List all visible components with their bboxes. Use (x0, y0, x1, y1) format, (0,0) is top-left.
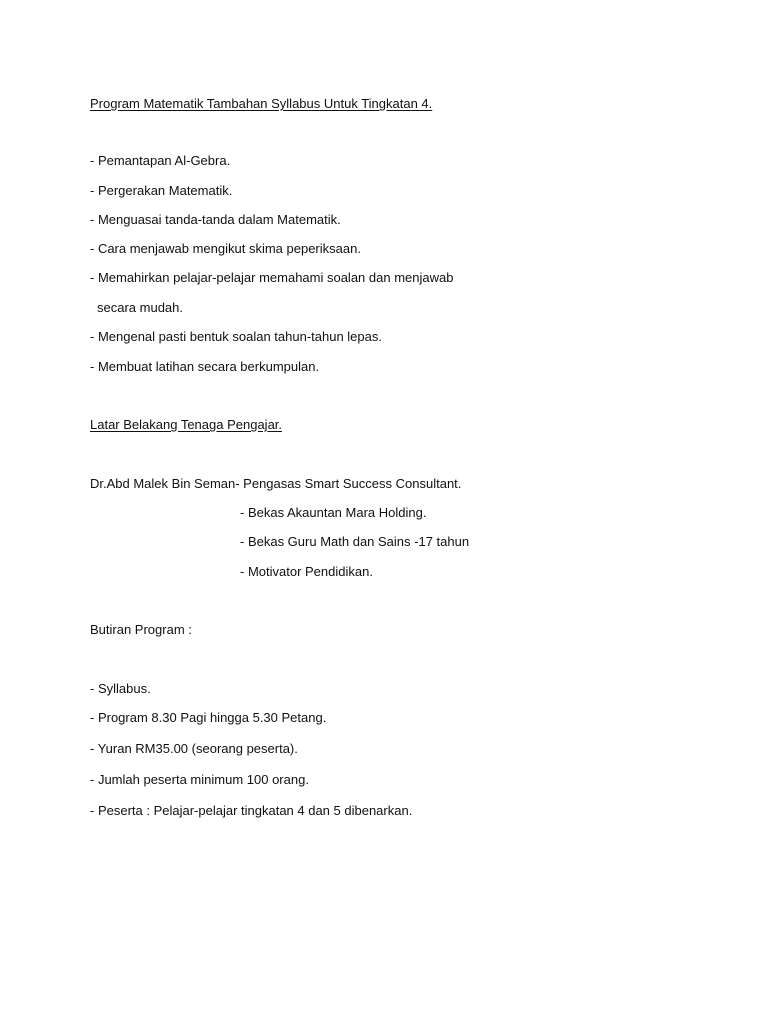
list-item: - Membuat latihan secara berkumpulan. (90, 359, 320, 374)
list-item: - Jumlah peserta minimum 100 orang. (90, 772, 309, 787)
instructor-detail: - Motivator Pendidikan. (240, 564, 373, 579)
list-item: - Memahirkan pelajar-pelajar memahami soalan dan menjawab (90, 270, 454, 285)
instructor-lead: Dr.Abd Malek Bin Seman- Pengasas Smart Success Consultant. (90, 476, 462, 491)
list-item: - Syllabus. (90, 681, 151, 696)
list-item-continuation: secara mudah. (97, 300, 183, 315)
instructor-detail: - Bekas Akauntan Mara Holding. (240, 505, 427, 520)
list-item: - Program 8.30 Pagi hingga 5.30 Petang. (90, 710, 327, 725)
instructor-detail: - Bekas Guru Math dan Sains -17 tahun (240, 534, 470, 549)
section-heading-details: Butiran Program : (90, 622, 192, 637)
list-item: - Mengenal pasti bentuk soalan tahun-tahun lepas. (90, 329, 382, 344)
list-item: - Peserta : Pelajar-pelajar tingkatan 4 dan 5 dibenarkan. (90, 803, 413, 818)
section-heading-background: Latar Belakang Tenaga Pengajar. (90, 417, 283, 432)
section-heading-program: Program Matematik Tambahan Syllabus Untuk Tingkatan 4. (90, 96, 433, 111)
list-item: - Yuran RM35.00 (seorang peserta). (90, 741, 298, 756)
list-item: - Menguasai tanda-tanda dalam Matematik. (90, 212, 341, 227)
list-item: - Cara menjawab mengikut skima peperiksaan. (90, 241, 361, 256)
list-item: - Pemantapan Al-Gebra. (90, 153, 231, 168)
list-item: - Pergerakan Matematik. (90, 183, 233, 198)
